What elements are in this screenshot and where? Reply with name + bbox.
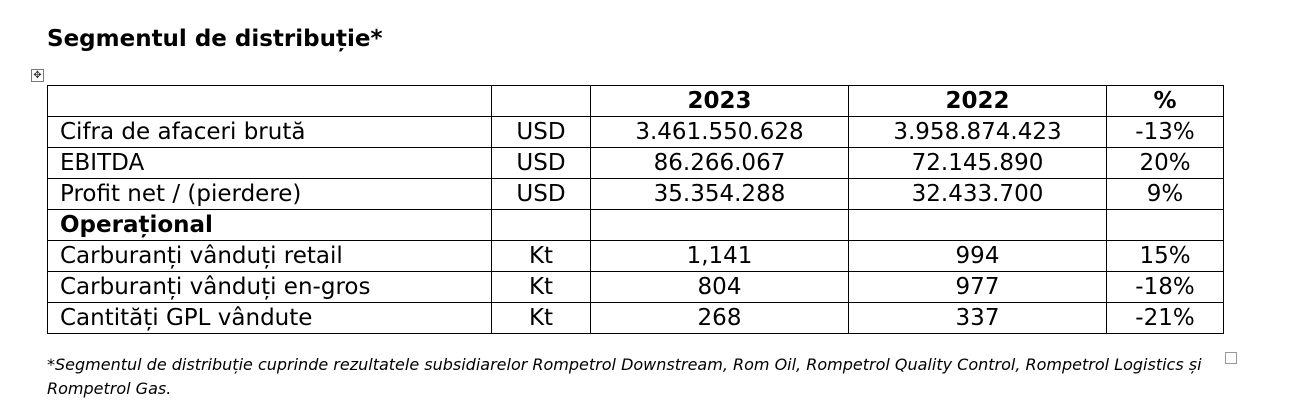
- row-unit: [492, 210, 591, 241]
- row-value-2023: 804: [591, 272, 849, 303]
- header-label: [48, 86, 492, 117]
- row-label: Carburanți vânduți retail: [48, 241, 492, 272]
- row-percent: -13%: [1107, 117, 1224, 148]
- row-value-2023: 268: [591, 303, 849, 334]
- row-value-2023: 1,141: [591, 241, 849, 272]
- row-value-2023: [591, 210, 849, 241]
- row-label: Cifra de afaceri brută: [48, 117, 492, 148]
- row-value-2022: 337: [849, 303, 1107, 334]
- row-label: Carburanți vânduți en-gros: [48, 272, 492, 303]
- header-percent: %: [1107, 86, 1224, 117]
- row-unit: Kt: [492, 241, 591, 272]
- table-header-row: [48, 86, 1224, 117]
- row-label: Profit net / (pierdere): [48, 179, 492, 210]
- row-unit: USD: [492, 179, 591, 210]
- distribution-table: [47, 85, 1224, 334]
- section-heading: Segmentul de distribuție*: [47, 26, 383, 52]
- header-unit: [492, 86, 591, 117]
- table-row: [48, 241, 1224, 272]
- table-row: [48, 272, 1224, 303]
- row-unit: Kt: [492, 303, 591, 334]
- footnote: *Segmentul de distribuție cuprinde rezultatele subsidiarelor Rompetrol Downstream, Rom Oil, Rompetrol Quality Control, Rompetrol Logistics și Rompetrol Gas.: [47, 355, 1202, 398]
- table-row: [48, 117, 1224, 148]
- row-unit: USD: [492, 148, 591, 179]
- table-row: [48, 148, 1224, 179]
- row-value-2023: 86.266.067: [591, 148, 849, 179]
- table-row: [48, 179, 1224, 210]
- row-value-2022: 977: [849, 272, 1107, 303]
- row-value-2022: 32.433.700: [849, 179, 1107, 210]
- header-2023: 2023: [591, 86, 849, 117]
- row-unit: USD: [492, 117, 591, 148]
- row-value-2023: 35.354.288: [591, 179, 849, 210]
- row-value-2022: 72.145.890: [849, 148, 1107, 179]
- row-percent: [1107, 210, 1224, 241]
- row-label: Cantități GPL vândute: [48, 303, 492, 334]
- table-section-row: [48, 210, 1224, 241]
- row-value-2022: [849, 210, 1107, 241]
- row-value-2023: 3.461.550.628: [591, 117, 849, 148]
- row-percent: 20%: [1107, 148, 1224, 179]
- row-percent: -18%: [1107, 272, 1224, 303]
- row-label: EBITDA: [48, 148, 492, 179]
- table-resize-handle-icon[interactable]: [1225, 352, 1237, 364]
- section-label: Operațional: [48, 210, 492, 241]
- row-percent: 9%: [1107, 179, 1224, 210]
- table-row: [48, 303, 1224, 334]
- header-2022: 2022: [849, 86, 1107, 117]
- row-percent: -21%: [1107, 303, 1224, 334]
- row-unit: Kt: [492, 272, 591, 303]
- row-value-2022: 3.958.874.423: [849, 117, 1107, 148]
- row-percent: 15%: [1107, 241, 1224, 272]
- row-value-2022: 994: [849, 241, 1107, 272]
- table-move-handle-icon[interactable]: ✥: [31, 69, 44, 82]
